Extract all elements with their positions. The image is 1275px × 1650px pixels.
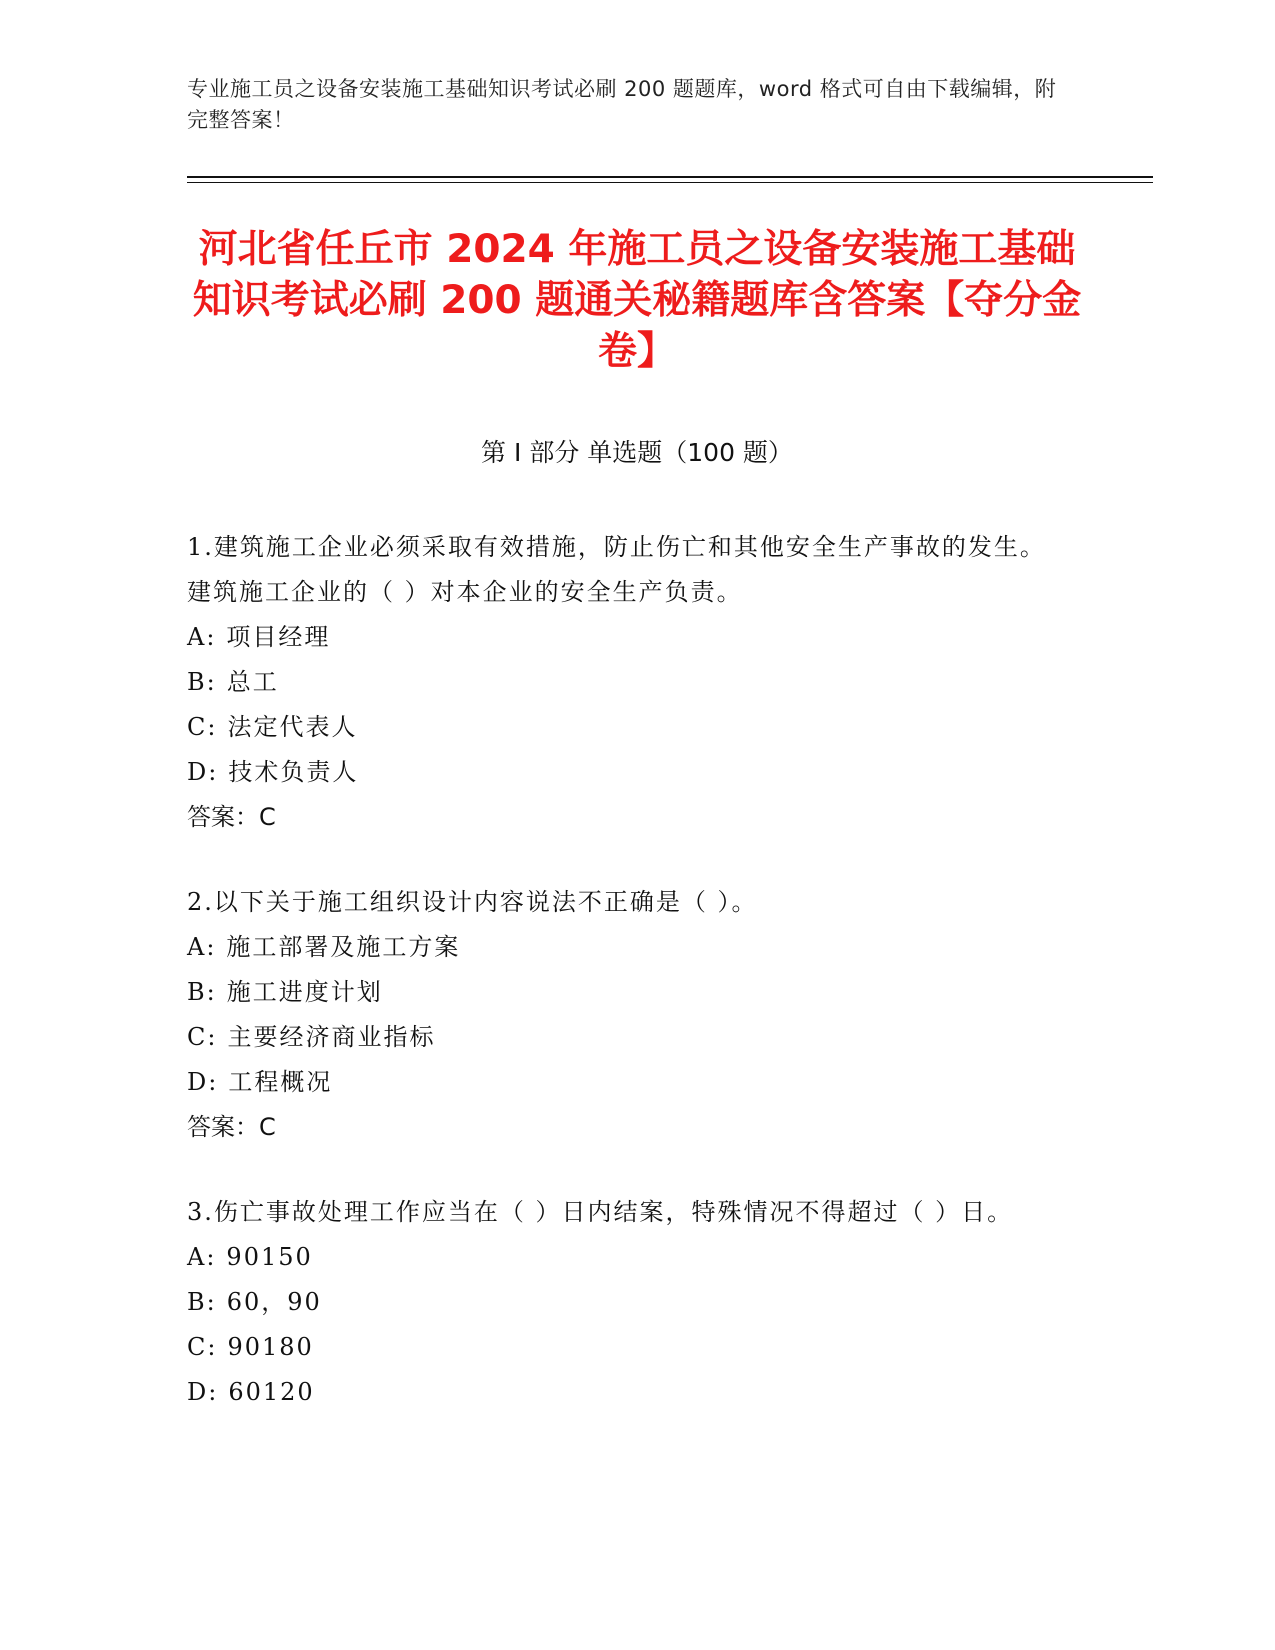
option-key: D: bbox=[187, 1378, 219, 1406]
question-list bbox=[187, 525, 1067, 1455]
option-text: 法定代表人 bbox=[227, 713, 358, 741]
option-text: 90150 bbox=[226, 1243, 313, 1271]
option-key: A: bbox=[187, 623, 217, 651]
option-text: 施工部署及施工方案 bbox=[226, 933, 461, 961]
answer-line bbox=[187, 795, 1067, 840]
question-2 bbox=[187, 880, 1067, 1150]
option-d bbox=[187, 1060, 1067, 1105]
option-a bbox=[187, 615, 1067, 660]
answer-label: 答案： bbox=[187, 803, 259, 831]
header-note: 专业施工员之设备安装施工基础知识考试必刷 200 题题库，word 格式可自由下载编辑，附完整答案！ bbox=[187, 77, 1057, 132]
answer-line bbox=[187, 1105, 1067, 1150]
section-title: 第 I 部分 单选题（100 题） bbox=[481, 438, 793, 467]
option-d bbox=[187, 1370, 1067, 1415]
option-key: B: bbox=[187, 668, 217, 696]
option-text: 项目经理 bbox=[226, 623, 331, 651]
question-stem: 2.以下关于施工组织设计内容说法不正确是（ ）。 bbox=[187, 888, 758, 916]
option-key: C: bbox=[187, 1333, 218, 1361]
question-stem: 1.建筑施工企业必须采取有效措施，防止伤亡和其他安全生产事故的发生。建筑施工企业的（ ）对本企业的安全生产负责。 bbox=[187, 533, 1046, 606]
option-b bbox=[187, 970, 1067, 1015]
option-a bbox=[187, 925, 1067, 970]
answer-value: C bbox=[259, 803, 276, 831]
header-rule-thin bbox=[187, 182, 1153, 183]
option-text: 工程概况 bbox=[228, 1068, 333, 1096]
question-3 bbox=[187, 1190, 1067, 1415]
option-c bbox=[187, 1325, 1067, 1370]
header-rule-thick bbox=[187, 176, 1153, 178]
answer-label: 答案： bbox=[187, 1113, 259, 1141]
option-key: A: bbox=[187, 1243, 217, 1271]
option-c bbox=[187, 705, 1067, 750]
option-text: 60120 bbox=[228, 1378, 315, 1406]
option-text: 技术负责人 bbox=[228, 758, 359, 786]
option-b bbox=[187, 1280, 1067, 1325]
answer-value: C bbox=[259, 1113, 276, 1141]
option-key: B: bbox=[187, 1288, 217, 1316]
document-title: 河北省任丘市 2024 年施工员之设备安装施工基础知识考试必刷 200 题通关秘籍题库含答案【夺分金卷】 bbox=[192, 227, 1082, 374]
option-d bbox=[187, 750, 1067, 795]
option-c bbox=[187, 1015, 1067, 1060]
option-b bbox=[187, 660, 1067, 705]
option-text: 施工进度计划 bbox=[226, 978, 383, 1006]
option-key: D: bbox=[187, 758, 219, 786]
question-stem: 3.伤亡事故处理工作应当在（ ）日内结案，特殊情况不得超过（ ）日。 bbox=[187, 1198, 1014, 1226]
option-key: C: bbox=[187, 1023, 218, 1051]
option-a bbox=[187, 1235, 1067, 1280]
option-text: 主要经济商业指标 bbox=[227, 1023, 436, 1051]
option-key: C: bbox=[187, 713, 218, 741]
question-1 bbox=[187, 525, 1067, 840]
option-text: 60，90 bbox=[226, 1288, 322, 1316]
option-key: A: bbox=[187, 933, 217, 961]
option-key: B: bbox=[187, 978, 217, 1006]
option-text: 总工 bbox=[226, 668, 279, 696]
option-key: D: bbox=[187, 1068, 219, 1096]
option-text: 90180 bbox=[227, 1333, 314, 1361]
